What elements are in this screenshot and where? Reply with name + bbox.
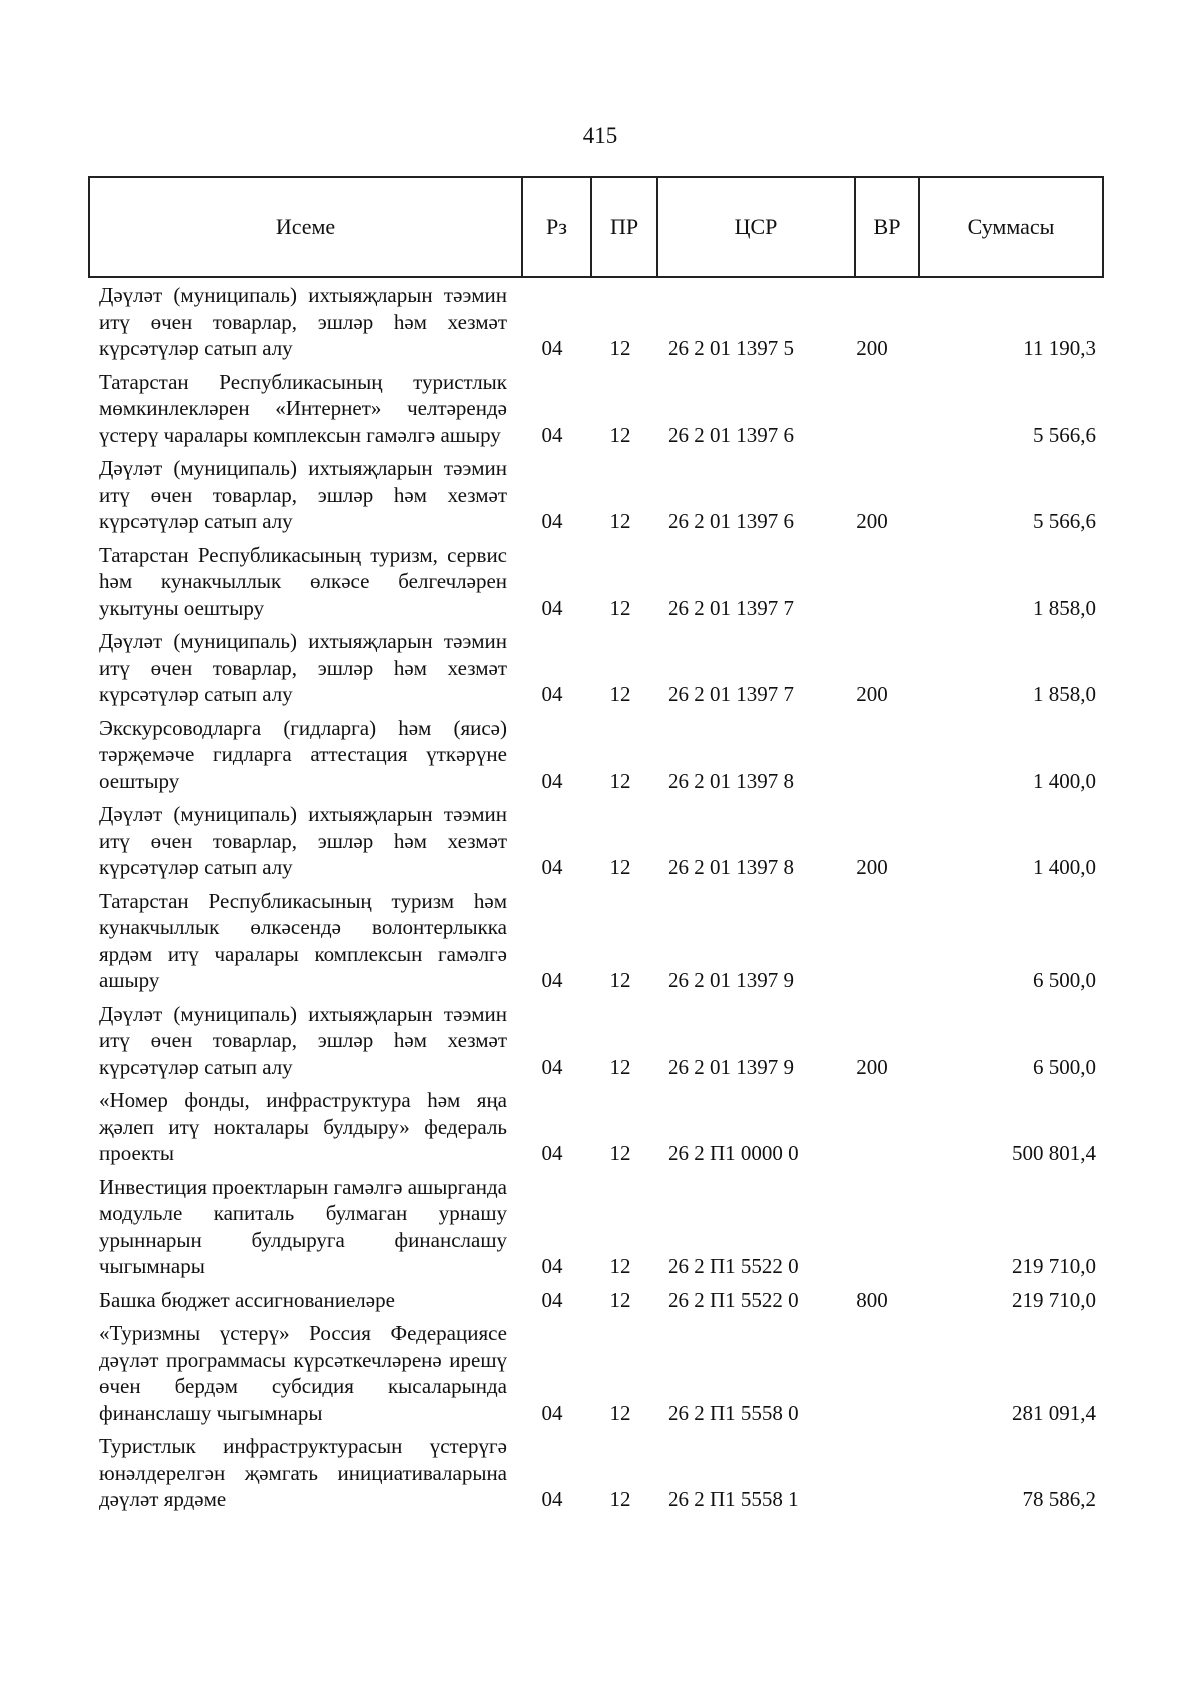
row-vr: 200 [856,336,888,360]
table-row [0,1320,1200,1426]
row-pr: 12 [609,968,631,992]
row-vr: 800 [856,1287,888,1312]
row-pr: 12 [609,1287,631,1312]
row-vr: 200 [856,509,888,533]
row-pr: 12 [609,855,631,879]
row-sum: 1 858,0 [1033,682,1096,706]
row-pr: 12 [609,336,631,360]
table-row [0,628,1200,708]
table-row [0,715,1200,795]
header-pr: ПР [592,178,658,276]
header-sum: Суммасы [967,214,1055,239]
row-name: Туристлык инфраструктурасын үстерүгә юнәлдерелгән җәмгать инициативаларына дәүләт ярдәме [99,1434,507,1511]
row-pr: 12 [609,682,631,706]
page-number: 415 [582,123,618,148]
row-sum: 500 801,4 [1012,1141,1096,1165]
row-name: Дәүләт (муниципаль) ихтыяҗларын тәэмин итү өчен товарлар, эшләр һәм хезмәт күрсәтүләр сатып алу [99,283,507,360]
table-header [88,176,1104,278]
row-pr: 12 [609,595,631,620]
row-csr: 26 2 01 1397 7 [668,595,794,620]
row-csr: 26 2 П1 5558 1 [668,1487,799,1511]
table-row [0,1001,1200,1081]
table-row [0,282,1200,362]
row-name: Дәүләт (муниципаль) ихтыяҗларын тәэмин итү өчен товарлар, эшләр һәм хезмәт күрсәтүләр сатып алу [99,456,507,533]
table-body [0,282,1200,1520]
table-row [0,455,1200,535]
row-sum: 6 500,0 [1033,968,1096,992]
row-name: Татарстан Республикасының туристлык мөмкинлекләрен «Интернет» челтәрендә үстерү чаралары комплексын гамәлгә ашыру [99,369,507,447]
row-csr: 26 2 01 1397 8 [668,768,794,793]
row-rz: 04 [541,595,563,620]
row-csr: 26 2 П1 5522 0 [668,1254,799,1278]
row-name: «Туризмны үстерү» Россия Федерациясе дәүләт программасы күрсәткечләренә ирешү өчен бердәм субсидия кысаларында финанслашу чыгымнары [99,1321,507,1425]
row-sum: 5 566,6 [1033,509,1096,533]
row-name: «Номер фонды, инфраструктура һәм яңа җәлеп итү нокталары булдыру» федераль проекты [99,1088,507,1165]
table-row [0,888,1200,994]
row-rz: 04 [541,1400,563,1425]
row-name: Татарстан Республикасының туризм һәм кунакчыллык өлкәсендә волонтерлыкка ярдәм итү чаралары комплексын гамәлгә ашыру [99,888,507,992]
table-row [0,1174,1200,1280]
row-rz: 04 [541,1054,563,1079]
row-csr: 26 2 01 1397 5 [668,336,794,360]
row-rz: 04 [541,422,563,447]
row-pr: 12 [609,1400,631,1425]
table-row [0,1087,1200,1167]
table-row [0,801,1200,881]
row-sum: 1 858,0 [1033,595,1096,620]
row-pr: 12 [609,768,631,793]
table-row [0,369,1200,449]
row-name: Дәүләт (муниципаль) ихтыяҗларын тәэмин итү өчен товарлар, эшләр һәм хезмәт күрсәтүләр сатып алу [99,1001,507,1079]
row-csr: 26 2 01 1397 6 [668,422,794,447]
row-csr: 26 2 П1 0000 0 [668,1141,799,1165]
row-sum: 219 710,0 [1012,1287,1096,1312]
table-row [0,1287,1200,1314]
table-row [0,1433,1200,1513]
row-csr: 26 2 П1 5522 0 [668,1287,799,1312]
row-rz: 04 [541,1254,563,1278]
row-name: Инвестиция проектларын гамәлгә ашырганда модульле капиталь булмаган урнашу урыннарын булдыруга финанслашу чыгымнары [99,1174,507,1278]
row-rz: 04 [541,1287,563,1312]
row-sum: 6 500,0 [1033,1054,1096,1079]
row-vr: 200 [856,682,888,706]
header-csr: ЦСР [658,178,856,276]
row-rz: 04 [541,1487,563,1511]
row-rz: 04 [541,682,563,706]
row-sum: 219 710,0 [1012,1254,1096,1278]
row-vr: 200 [856,1054,888,1079]
header-name: Исеме [90,178,523,276]
row-name: Татарстан Республикасының туризм, сервис һәм кунакчыллык өлкәсе белгечләрен укытуны оештыру [99,542,507,620]
row-rz: 04 [541,336,563,360]
row-rz: 04 [541,968,563,992]
row-csr: 26 2 01 1397 8 [668,855,794,879]
row-sum: 5 566,6 [1033,422,1096,447]
row-csr: 26 2 01 1397 7 [668,682,794,706]
row-pr: 12 [609,422,631,447]
row-pr: 12 [609,1487,631,1511]
row-csr: 26 2 01 1397 9 [668,1054,794,1079]
row-name: Дәүләт (муниципаль) ихтыяҗларын тәэмин итү өчен товарлар, эшләр һәм хезмәт күрсәтүләр сатып алу [99,629,507,706]
table-row [0,542,1200,622]
row-name: Башка бюджет ассигнованиеләре [99,1287,395,1312]
header-vr: ВР [856,178,920,276]
row-pr: 12 [609,1254,631,1278]
row-sum: 78 586,2 [1022,1487,1096,1511]
row-name: Дәүләт (муниципаль) ихтыяҗларын тәэмин итү өчен товарлар, эшләр һәм хезмәт күрсәтүләр сатып алу [99,802,507,879]
row-sum: 1 400,0 [1033,855,1096,879]
row-rz: 04 [541,855,563,879]
row-vr: 200 [856,855,888,879]
row-rz: 04 [541,1141,563,1165]
row-pr: 12 [609,1054,631,1079]
row-pr: 12 [609,509,631,533]
row-sum: 11 190,3 [1023,336,1096,360]
row-sum: 1 400,0 [1033,768,1096,793]
row-csr: 26 2 П1 5558 0 [668,1400,799,1425]
row-csr: 26 2 01 1397 6 [668,509,794,533]
row-name: Экскурсоводларга (гидларга) һәм (яисә) тәрҗемәче гидларга аттестация үткәрүне оештыру [99,715,507,793]
row-sum: 281 091,4 [1012,1400,1096,1425]
header-rz: Рз [523,178,592,276]
row-rz: 04 [541,768,563,793]
row-rz: 04 [541,509,563,533]
row-csr: 26 2 01 1397 9 [668,968,794,992]
row-pr: 12 [609,1141,631,1165]
